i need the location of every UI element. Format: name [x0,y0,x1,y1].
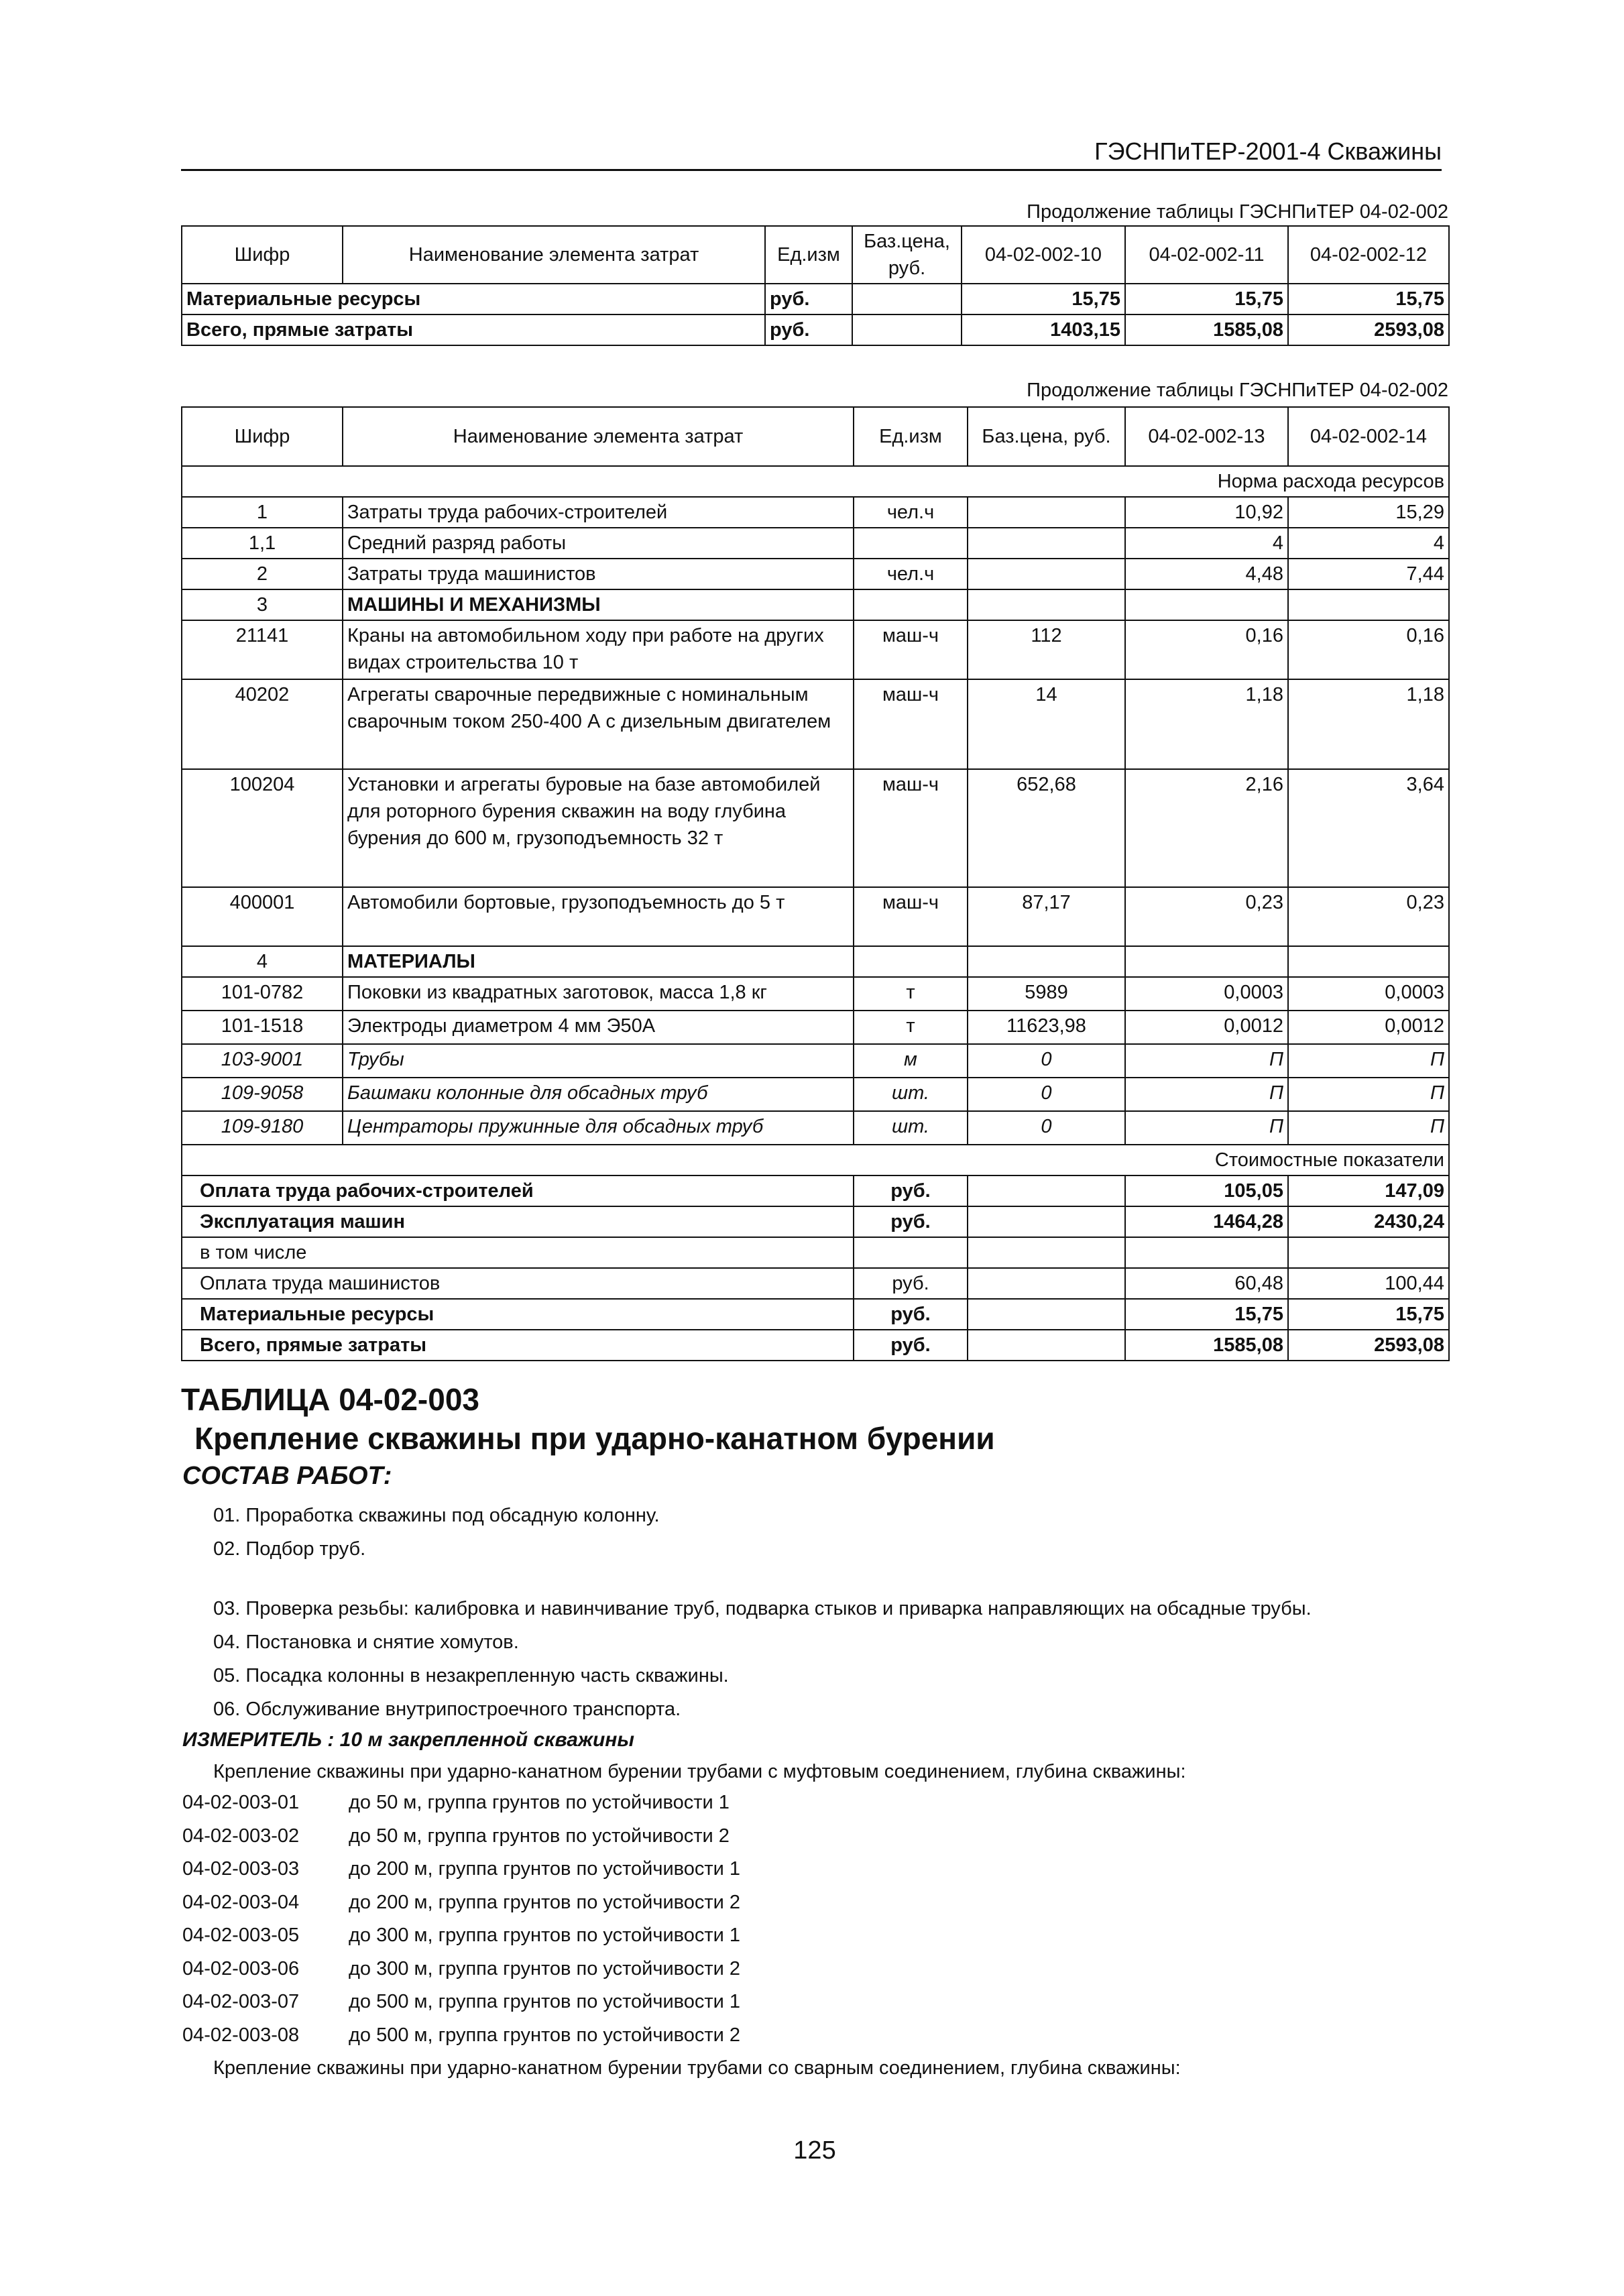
item-code: 04-02-003-03 [182,1858,300,1880]
row-value: 0,16 [1288,620,1449,679]
page-number: 125 [793,2136,836,2165]
row-code: 2 [182,559,343,589]
table2-col-v1: 04-02-002-13 [1125,407,1288,466]
cost-section-header: Стоимостные показатели [182,1145,1449,1175]
item-text: до 200 м, группа грунтов по устойчивости 1 [349,1858,741,1880]
row-code: 101-1518 [182,1011,343,1044]
row-value: 1,18 [1288,679,1449,769]
row-value: П [1288,1111,1449,1145]
table2-col-v2: 04-02-002-14 [1288,407,1449,466]
row-name: Затраты труда машинистов [343,559,854,589]
row-name: Агрегаты сварочные передвижные с номинальным сварочным током 250-400 А с дизельным двигателем [343,679,854,769]
row-price: 0 [968,1078,1125,1111]
work-item: 05. Посадка колонны в незакрепленную часть скважины. [213,1665,729,1686]
row-value: 15,75 [1288,284,1449,314]
row-unit: маш-ч [854,887,968,946]
row-value [1288,946,1449,977]
row-unit [854,1237,968,1268]
table-row [182,1078,1449,1111]
norm-rows [182,497,1449,1145]
row-unit: руб. [854,1206,968,1237]
row-name: Всего, прямые затраты [182,314,765,345]
table1-col-v2: 04-02-002-11 [1125,226,1288,284]
table-row [182,284,1449,314]
item-text: до 50 м, группа грунтов по устойчивости 2 [349,1825,730,1847]
table-row [182,1044,1449,1078]
norm-section-header: Норма расхода ресурсов [182,466,1449,497]
row-unit: руб. [854,1175,968,1206]
row-unit [854,528,968,559]
row-value: П [1288,1078,1449,1111]
row-code: 400001 [182,887,343,946]
row-value: 0,23 [1125,887,1288,946]
row-price: 87,17 [968,887,1125,946]
table2-col-name: Наименование элемента затрат [343,407,854,466]
row-value: П [1125,1078,1288,1111]
work-item: 04. Постановка и снятие хомутов. [213,1631,519,1653]
row-value: 4 [1288,528,1449,559]
row-value [1125,589,1288,620]
row-unit: руб. [854,1299,968,1330]
item-code: 04-02-003-07 [182,1991,300,2012]
table-row [182,620,1449,679]
row-value: 1585,08 [1125,1330,1288,1361]
table1 [181,225,1450,346]
row-name: Автомобили бортовые, грузоподъемность до 5 т [343,887,854,946]
table2 [181,406,1450,1361]
table-row [182,1299,1449,1330]
row-value: 10,92 [1125,497,1288,528]
row-value: 15,75 [1125,284,1288,314]
row-value: 0,16 [1125,620,1288,679]
row-name: Оплата труда машинистов [182,1268,854,1299]
row-price [968,528,1125,559]
row-unit: руб. [854,1268,968,1299]
row-code: 103-9001 [182,1044,343,1078]
row-code: 1,1 [182,528,343,559]
row-value: 2593,08 [1288,1330,1449,1361]
row-value: 2593,08 [1288,314,1449,345]
row-name: Материальные ресурсы [182,284,765,314]
row-price [968,1268,1125,1299]
row-value [1288,589,1449,620]
meter-label: ИЗМЕРИТЕЛЬ : 10 м закрепленной скважины [182,1729,635,1751]
table-row [182,887,1449,946]
row-code: 101-0782 [182,977,343,1011]
intro-welded: Крепление скважины при ударно-канатном бурении трубами со сварным соединением, глубина скважины: [213,2057,1181,2079]
item-text: до 300 м, группа грунтов по устойчивости 2 [349,1957,741,1979]
table1-col-v1: 04-02-002-10 [962,226,1125,284]
row-value: 15,75 [1288,1299,1449,1330]
row-value: 4,48 [1125,559,1288,589]
row-value: 0,0003 [1288,977,1449,1011]
row-unit: шт. [854,1078,968,1111]
row-name: Затраты труда рабочих-строителей [343,497,854,528]
row-unit: руб. [765,314,852,345]
table-row [182,1175,1449,1206]
table-row [182,1330,1449,1361]
row-unit: маш-ч [854,769,968,887]
row-code: 100204 [182,769,343,887]
row-price: 652,68 [968,769,1125,887]
intro-coupling: Крепление скважины при ударно-канатном бурении трубами с муфтовым соединением, глубина скважины: [213,1761,1186,1782]
row-price [968,497,1125,528]
row-value [1125,946,1288,977]
row-price: 11623,98 [968,1011,1125,1044]
row-code: 109-9180 [182,1111,343,1145]
table2-col-unit: Ед.изм [854,407,968,466]
row-name: Электроды диаметром 4 мм Э50А [343,1011,854,1044]
table1-col-v3: 04-02-002-12 [1288,226,1449,284]
row-name: Трубы [343,1044,854,1078]
row-price: 5989 [968,977,1125,1011]
row-value: 1403,15 [962,314,1125,345]
row-value: 2,16 [1125,769,1288,887]
row-unit: шт. [854,1111,968,1145]
table-row [182,946,1449,977]
table1-col-name: Наименование элемента затрат [343,226,765,284]
row-code: 40202 [182,679,343,769]
row-value: П [1125,1111,1288,1145]
document-header: ГЭСНПиТЕР-2001-4 Скважины [1094,137,1442,165]
work-item: 03. Проверка резьбы: калибровка и навинчивание труб, подварка стыков и приварка направляющих на обсадные трубы. [213,1598,1312,1619]
section-subtitle: Крепление скважины при ударно-канатном бурении [194,1421,995,1456]
row-value: 0,0012 [1125,1011,1288,1044]
row-name: Поковки из квадратных заготовок, масса 1,8 кг [343,977,854,1011]
table-row [182,1237,1449,1268]
row-code: 3 [182,589,343,620]
row-value: П [1125,1044,1288,1078]
table-row [182,314,1449,345]
table-row [182,679,1449,769]
item-text: до 500 м, группа грунтов по устойчивости 1 [349,1991,741,2012]
work-item: 02. Подбор труб. [213,1538,366,1560]
item-code: 04-02-003-08 [182,2024,300,2046]
row-value: П [1288,1044,1449,1078]
row-unit: маш-ч [854,620,968,679]
row-unit: м [854,1044,968,1078]
row-name: Центраторы пружинные для обсадных труб [343,1111,854,1145]
table-row [182,1011,1449,1044]
table-row [182,589,1449,620]
table2-col-price: Баз.цена, руб. [968,407,1125,466]
item-code: 04-02-003-04 [182,1891,300,1913]
row-value: 105,05 [1125,1175,1288,1206]
row-value: 7,44 [1288,559,1449,589]
row-value: 15,29 [1288,497,1449,528]
row-price [968,1330,1125,1361]
row-name: Башмаки колонные для обсадных труб [343,1078,854,1111]
row-value: 0,23 [1288,887,1449,946]
table2-col-code: Шифр [182,407,343,466]
row-value: 0,0003 [1125,977,1288,1011]
table1-continuation-caption: Продолжение таблицы ГЭСНПиТЕР 04-02-002 [1027,201,1448,223]
row-price [968,1206,1125,1237]
header-rule [181,169,1442,171]
row-unit: чел.ч [854,559,968,589]
work-composition-heading: СОСТАВ РАБОТ: [182,1462,392,1490]
row-value: 1585,08 [1125,314,1288,345]
row-name: Оплата труда рабочих-строителей [182,1175,854,1206]
row-price [968,589,1125,620]
row-name: МАТЕРИАЛЫ [343,946,854,977]
row-value: 0,0012 [1288,1011,1449,1044]
row-value: 147,09 [1288,1175,1449,1206]
item-text: до 500 м, группа грунтов по устойчивости 2 [349,2024,741,2046]
row-price [968,1299,1125,1330]
row-value: 4 [1125,528,1288,559]
row-value: 1,18 [1125,679,1288,769]
table1-col-code: Шифр [182,226,343,284]
item-code: 04-02-003-02 [182,1825,300,1847]
row-price: 14 [968,679,1125,769]
row-name: Материальные ресурсы [182,1299,854,1330]
row-price [968,946,1125,977]
row-name: МАШИНЫ И МЕХАНИЗМЫ [343,589,854,620]
row-name: в том числе [182,1237,854,1268]
work-item: 06. Обслуживание внутрипостроечного транспорта. [213,1699,681,1720]
table-row [182,497,1449,528]
row-value: 60,48 [1125,1268,1288,1299]
row-unit [854,589,968,620]
item-code: 04-02-003-06 [182,1957,300,1979]
section-table-title: ТАБЛИЦА 04-02-003 [181,1382,479,1417]
item-text: до 300 м, группа грунтов по устойчивости 1 [349,1925,741,1946]
row-price [968,1175,1125,1206]
item-text: до 50 м, группа грунтов по устойчивости 1 [349,1792,730,1813]
row-code: 1 [182,497,343,528]
row-code: 4 [182,946,343,977]
row-price [968,1237,1125,1268]
row-price: 0 [968,1044,1125,1078]
row-name: Средний разряд работы [343,528,854,559]
row-value: 15,75 [1125,1299,1288,1330]
table-row [182,528,1449,559]
work-item: 01. Проработка скважины под обсадную колонну. [213,1505,660,1526]
row-code: 109-9058 [182,1078,343,1111]
row-unit: руб. [854,1330,968,1361]
table1-col-price: Баз.цена, руб. [852,226,962,284]
row-price [968,559,1125,589]
row-code: 21141 [182,620,343,679]
row-name: Всего, прямые затраты [182,1330,854,1361]
row-value: 1464,28 [1125,1206,1288,1237]
table1-col-unit: Ед.изм [765,226,852,284]
row-name: Установки и агрегаты буровые на базе автомобилей для роторного бурения скважин на воду глубина бурения до 600 м, грузоподъемность 32 т [343,769,854,887]
row-value: 3,64 [1288,769,1449,887]
cost-rows [182,1175,1449,1361]
row-unit [854,946,968,977]
row-value [1288,1237,1449,1268]
table-row [182,1111,1449,1145]
item-code: 04-02-003-01 [182,1792,300,1813]
row-unit: чел.ч [854,497,968,528]
table-row [182,559,1449,589]
row-value: 100,44 [1288,1268,1449,1299]
row-price [852,314,962,345]
row-unit: т [854,1011,968,1044]
row-unit: т [854,977,968,1011]
table-row [182,1268,1449,1299]
row-name: Краны на автомобильном ходу при работе на других видах строительства 10 т [343,620,854,679]
item-text: до 200 м, группа грунтов по устойчивости 2 [349,1891,741,1913]
row-price [852,284,962,314]
row-unit: руб. [765,284,852,314]
item-code: 04-02-003-05 [182,1925,300,1946]
table-row [182,977,1449,1011]
table2-continuation-caption: Продолжение таблицы ГЭСНПиТЕР 04-02-002 [1027,380,1448,401]
row-price: 0 [968,1111,1125,1145]
table-row [182,1206,1449,1237]
row-value [1125,1237,1288,1268]
row-value: 15,75 [962,284,1125,314]
row-unit: маш-ч [854,679,968,769]
row-value: 2430,24 [1288,1206,1449,1237]
row-price: 112 [968,620,1125,679]
table-row [182,769,1449,887]
row-name: Эксплуатация машин [182,1206,854,1237]
